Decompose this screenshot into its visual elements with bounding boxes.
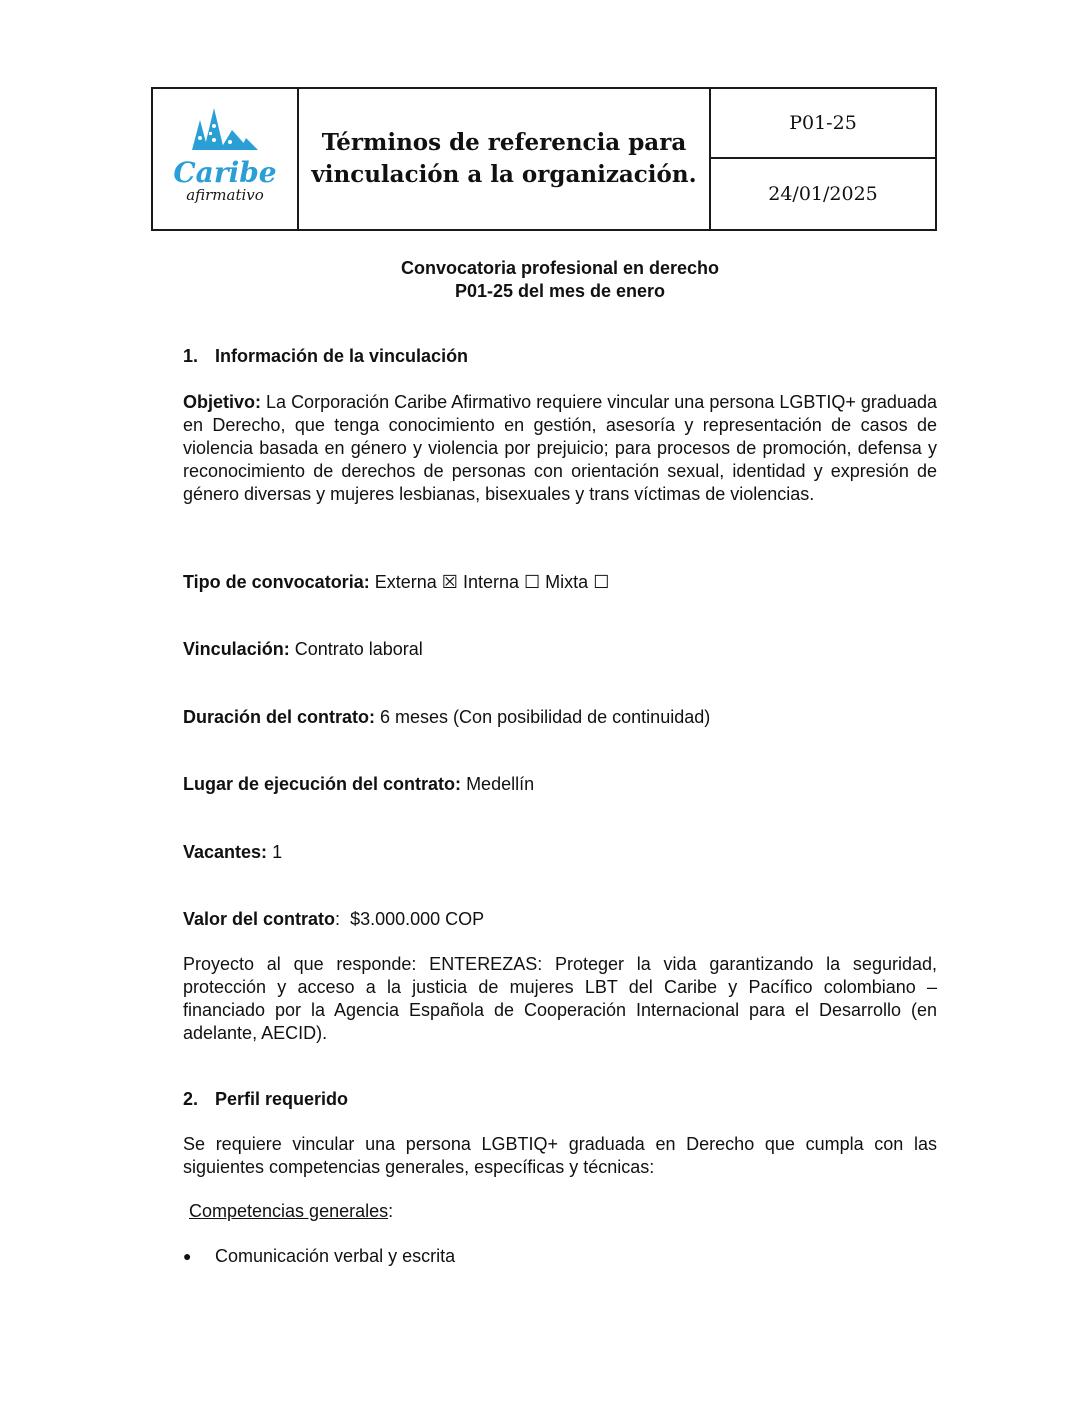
list-item-text: Comunicación verbal y escrita [215, 1246, 456, 1266]
competencias-list [183, 1245, 937, 1268]
logo-cell [152, 88, 298, 230]
perfil-intro: Se requiere vincular una persona LGBTIQ+ graduada en Derecho que cumpla con las siguientes competencias generales, específicas y técnicas: [183, 1134, 937, 1177]
vinculacion-value: Contrato laboral [294, 639, 423, 659]
subtitle-line2: P01-25 del mes de enero [454, 281, 666, 301]
document-code: P01-25 [710, 88, 936, 158]
objetivo-paragraph [183, 391, 937, 506]
document-date: 24/01/2025 [710, 158, 936, 230]
section1-title: Información de la vinculación [215, 346, 469, 366]
objetivo-label: Objetivo: [183, 392, 262, 412]
lugar-value: Medellín [466, 774, 535, 794]
valor-label: Valor del contrato [183, 909, 336, 929]
list-item [183, 1245, 937, 1268]
checkbox-empty-icon: ☐ [593, 572, 610, 592]
logo-text-main: Caribe [173, 155, 277, 189]
section2-title: Perfil requerido [215, 1089, 349, 1109]
tipo-option-mixta: Mixta ☐ [545, 572, 610, 592]
competencias-heading: Competencias generales: [189, 1201, 394, 1221]
vacantes-label: Vacantes: [183, 842, 268, 862]
tipo-label: Tipo de convocatoria: [183, 572, 370, 592]
vacantes-value: 1 [272, 842, 283, 862]
section2-number: 2. [183, 1089, 199, 1109]
proyecto-paragraph: Proyecto al que responde: ENTEREZAS: Proteger la vida garantizando la seguridad, protección y acceso a la justicia de mujeres LBT del Caribe y Pacífico colombiano – financiado por la Agencia Española de Cooperación Internacional para el Desarrollo (en adelante, AECID). [183, 954, 937, 1043]
vinculacion-label: Vinculación: [183, 639, 290, 659]
competencias-label: Competencias generales [189, 1201, 389, 1221]
lugar-line [183, 773, 937, 796]
valor-line: Valor del contrato: $3.000.000 COP [183, 909, 485, 929]
valor-value: $3.000.000 COP [350, 909, 485, 929]
section1-number: 1. [183, 346, 199, 366]
document-title-cell [298, 88, 710, 230]
duracion-value: 6 meses (Con posibilidad de continuidad) [380, 707, 711, 727]
tipo-convocatoria [183, 571, 937, 594]
duracion-label: Duración del contrato: [183, 707, 376, 727]
section1-heading [183, 345, 937, 368]
vinculacion-line [183, 638, 937, 661]
lugar-label: Lugar de ejecución del contrato: [183, 774, 462, 794]
document-subtitle [183, 257, 937, 303]
caribe-afirmativo-logo [170, 102, 280, 212]
tipo-option-interna: Interna ☐ [462, 572, 541, 592]
document-title-line2: vinculación a la organización. [311, 161, 697, 188]
vacantes-line [183, 841, 937, 864]
document-title-line1: Términos de referencia para [321, 129, 687, 156]
checkbox-checked-icon: ☒ [441, 572, 458, 592]
tipo-option-externa: Externa ☒ [374, 572, 458, 592]
objetivo-text: La Corporación Caribe Afirmativo requiere vincular una persona LGBTIQ+ graduada en Derecho, que tenga conocimiento en gestión, asesoría y representación de casos de violencia basada en género y violencia por prejuicio; para procesos de promoción, defensa y reconocimiento de derechos de personas con orientación sexual, identidad y expresión de género diversas y mujeres lesbianas, bisexuales y trans víctimas de violencias. [183, 392, 937, 504]
bullet-icon: ● [183, 1248, 192, 1264]
subtitle-line1: Convocatoria profesional en derecho [400, 258, 720, 278]
checkbox-empty-icon: ☐ [524, 572, 541, 592]
section2-heading [183, 1088, 937, 1111]
logo-text-sub: afirmativo [186, 185, 264, 204]
duracion-line [183, 706, 937, 729]
document-header-table [151, 87, 937, 231]
